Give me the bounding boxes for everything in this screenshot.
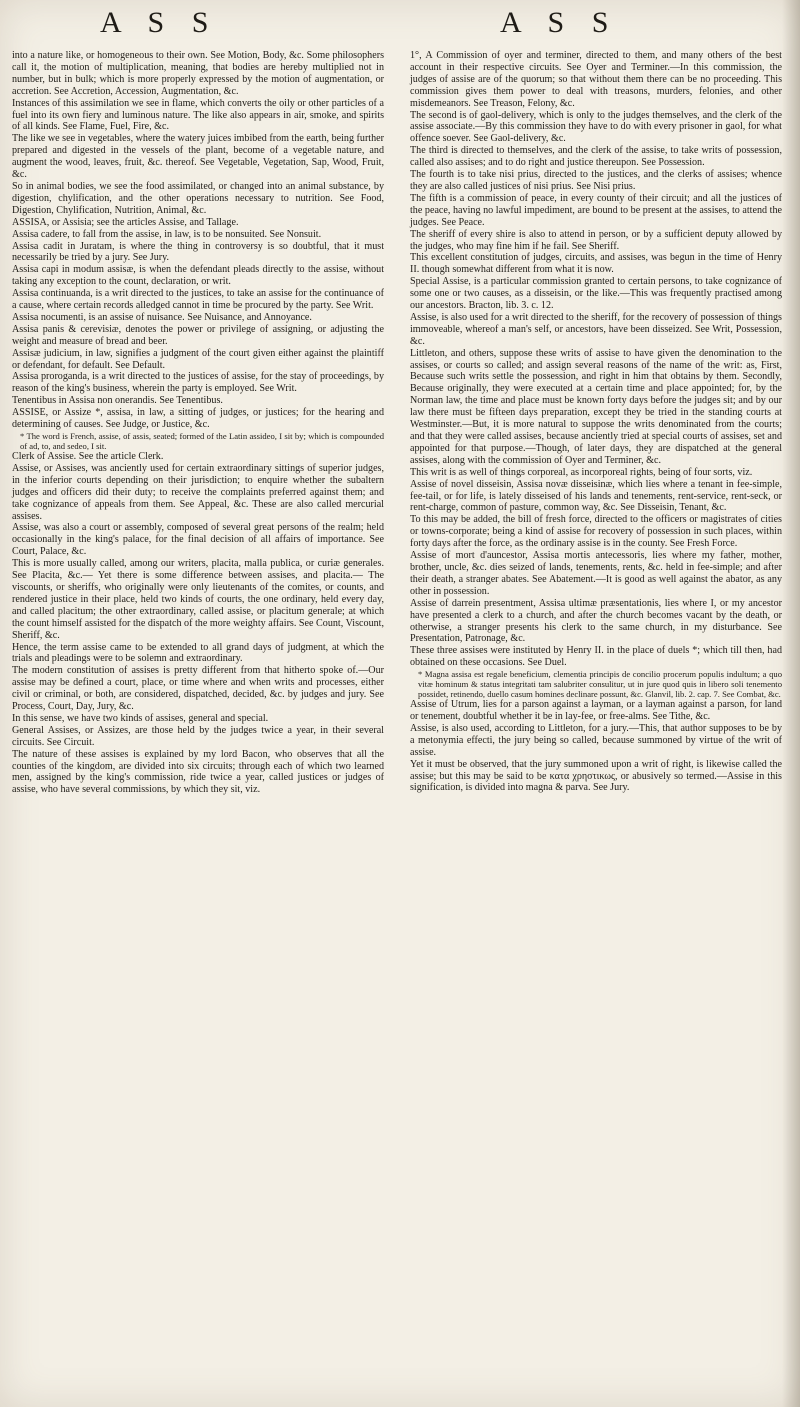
entry-clerk-of-assise: Clerk of Assise. See the article Clerk. — [12, 451, 164, 462]
entry-darrein-presentment: Assise of darrein presentment, Assisa ultimæ præsentationis, lies where I, or my ancestor have presented a clerk to a church, and after the church becomes vacant by the death, or otherwise, a stranger presents his clerk to the same church, in my disturbance. See Presentation, Patronage, &c. — [410, 597, 782, 645]
entry-assise-of-utrum: Assise of Utrum, lies for a parson against a layman, or a layman against a parson, for land or tenement, doubtful whether it be in lay-fee, or free-alms. See Tithe, &c. — [410, 699, 782, 723]
entry-tenentibus: Tenentibus in Assisa non onerandis. See Tenentibus. — [12, 395, 223, 407]
entry-assisae-judicium: Assisæ judicium, in law, signifies a judgment of the court given either against the plaintiff or defendant, for default. See Default. — [12, 347, 384, 371]
entry-novel-disseisin: Assise of novel disseisin, Assisa novæ disseisinæ, which lies where a tenant in fee-simple, fee-tail, or for life, is lately disseised of his lands and tenements, rent-service, rent-seck, or rent-charge, common of pasture, common way, &c. See Disseisin, Tenant, &c. — [410, 478, 782, 514]
entry-assisa: ASSISA, or Assisia; see the articles Assise, and Tallage. — [12, 216, 239, 228]
entry-assisa-proroganda: Assisa proroganda, is a writ directed to the justices of assise, for the stay of proceedings, by reason of the king's business, wherein the party is employed. See Writ. — [12, 371, 384, 395]
entry-assisa-nocumenti: Assisa nocumenti, is an assise of nuisance. See Nuisance, and Annoyance. — [12, 311, 312, 323]
entry-assisa-cadit: Assisa cadit in Juratam, is where the thing in controversy is so doubtful, that it must necessarily be tried by a jury. See Jury. — [12, 240, 384, 264]
entry-assisa-panis: Assisa panis & cerevisiæ, denotes the power or privilege of assigning, or adjusting the weight and measure of bread and beer. — [12, 323, 384, 347]
paragraph: Assise, was also a court or assembly, composed of several great persons of the realm; held occasionally in the king's palace, for the final decision of all affairs of importance. See Court, Palace, &c. — [12, 522, 384, 558]
footnote: * The word is French, assise, of assis, seated; formed of the Latin assideo, I sit by; which is compounded of ad, to, and sedeo, I sit. — [20, 431, 384, 451]
paragraph: Hence, the term assise came to be extended to all grand days of judgment, at which the trials and pleadings were to be solemn and extraordinary. — [12, 641, 384, 665]
paragraph: Yet it must be observed, that the jury summoned upon a writ of right, is likewise called the assise; but this may be said to be κατα χρηστικως, or abusively so termed.—Assise in this signification, is divided into magna & parva. See Jury. — [410, 758, 782, 794]
paragraph: This excellent constitution of judges, circuits, and assises, was begun in the time of Henry II. though somewhat different from what it is now. — [410, 252, 782, 276]
entry-assise-writ: Assise, is also used for a writ directed to the sheriff, for the recovery of possession of things immoveable, whereof a man's self, or ancestors, have been disseized. See Writ, Possession, &c. — [410, 311, 782, 347]
entry-mort-dauncestor: Assise of mort d'auncestor, Assisa mortis antecessoris, lies where my father, mother, brother, uncle, &c. dies seized of lands, tenements, rents, &c. held in fee-simple; and after their death, a stranger abates. See Abatement.—It is good as well against the abator, as any other in possession. — [410, 550, 782, 597]
paragraph: The fourth is to take nisi prius, directed to the justices, and the clerks of assises; whence they are also called justices of nisi prius. See Nisi prius. — [410, 169, 782, 192]
paragraph: This writ is as well of things corporeal, as incorporeal rights, being of four sorts, viz. — [410, 466, 753, 478]
paragraph: Littleton, and others, suppose these writs of assise to have given the denomination to the assises, or courts so called; and assign several reasons of the name of the writ: as, First, Because such writs settle the possession, and right in him that obtains by them. Secondly, Because originally, they were executed at a certain time and place appointed; for, by the Norman law, the time and place must be known forty days before the judges sit; and by our law there must be fifteen days preparation, except they be tried in the standing courts at Westminster.—But, it is more natural to suppose the writs denominated from the courts; and that they were called assises, because anciently tried at special courts of assises, set and appointed for that purpose.—Though, of later days, they are dispatched at the general assises, along with the commission of Oyer and Terminer, &c. — [410, 347, 782, 466]
running-head-right: A S S — [500, 6, 619, 39]
running-head-left: A S S — [100, 6, 219, 39]
paragraph: This is more usually called, among our writers, placita, malla publica, or curiæ generales. See Placita, &c.— Yet there is some difference between assises, and placita.— The viscounts, or sheriffs, who originally were only lieutenants of the comites, or counts, and rendered justice in their place, held two kinds of courts, the one ordinary, held every day, and called placitum; the other extraordinary, called assise, or placitum generale; at which the count himself assisted for the dispatch of the more weighty affairs. See Count, Viscount, Sheriff, &c. — [12, 558, 384, 641]
right-column — [410, 50, 782, 794]
paragraph: So in animal bodies, we see the food assimilated, or changed into an animal substance, by digestion, chylification, and the other operations necessary to nutrition. See Food, Digestion, Chylification, Nutrition, Animal, &c. — [12, 180, 384, 216]
paragraph: The second is of gaol-delivery, which is only to the judges themselves, and the clerk of the assise associate.—By this commission they have to do with every prisoner in gaol, for what offence soever. See Gaol-delivery, &c. — [410, 109, 782, 145]
paragraph: Instances of this assimilation we see in flame, which converts the oily or other particles of a fuel into its own fiery and luminous nature. The like also appears in air, smoke, and spirits of all kinds. See Flame, Fuel, Fire, &c. — [12, 97, 384, 133]
page-edge-shadow — [782, 0, 800, 1407]
paragraph: The like we see in vegetables, where the watery juices imbibed from the earth, being further prepared and digested in the vessels of the plant, become of a vegetable nature, and augment the wood, leaves, fruit, &c. thereof. See Vegetable, Vegetation, Sap, Wood, Fruit, &c. — [12, 133, 384, 181]
entry-assisa-cadere: Assisa cadere, to fall from the assise, in law, is to be nonsuited. See Nonsuit. — [12, 228, 322, 240]
footnote: * Magna assisa est regale beneficium, clementia principis de concilio procerum populis indultum; a quo vitæ hominum & status integritati tam salubriter consulitur, ut in jure quod quis in libero soli tenemento possidet, retinendo, duello casum homines declinare possunt, &c. Glanvil, lib. 2. cap. 7. See Combat, &c. — [418, 669, 782, 700]
left-column — [12, 50, 384, 796]
paragraph: into a nature like, or homogeneous to their own. See Motion, Body, &c. Some philosophers call it, the motion of multiplication, meaning, that bodies are hereby multiplied not in number, but in bulk; which is more properly expressed by the motion of augmentation, or accretion. See Accretion, Accession, Augmentation, &c. — [12, 50, 384, 97]
paragraph: These three assises were instituted by Henry II. in the place of duels *; which till then, had obtained on these occasions. See Duel. — [410, 645, 782, 669]
paragraph: To this may be added, the bill of fresh force, directed to the officers or magistrates of cities or towns-corporate; being a kind of assise for recovery of possession in such places, within forty days after the force, as the ordinary assise is in the county. See Fresh Force. — [410, 514, 782, 550]
paragraph: The modern constitution of assises is pretty different from that hitherto spoke of.—Our assise may be defined a court, place, or time where and when writs and processes, either civil or criminal, or both, are considered, dispatched, decided, &c. by judges and jury. See Process, Court, Day, Jury, &c. — [12, 665, 384, 713]
paragraph: The fifth is a commission of peace, in every county of their circuit; and all the justices of the peace, having no lawful impediment, are bound to be present at the assises, to attend the judges. See Peace. — [410, 192, 782, 228]
paragraph: In this sense, we have two kinds of assises, general and special. — [12, 712, 269, 724]
paragraph: The third is directed to themselves, and the clerk of the assise, to take writs of possession, called also assises; and to do right and justice thereupon. See Possession. — [410, 145, 782, 169]
paragraph: The sheriff of every shire is also to attend in person, or by a sufficient deputy allowed by the judges, who may fine him if he fail. See Sheriff. — [410, 228, 782, 252]
entry-assisa-continuanda: Assisa continuanda, is a writ directed to the justices, to take an assise for the continuance of a cause, where certain records alledged cannot in time be procured by the party. See Writ. — [12, 288, 384, 312]
paragraph: The nature of these assises is explained by my lord Bacon, who observes that all the counties of the kingdom, are divided into six circuits; through each of which two learned men, assigned by the king's commission, ride twice a year, called justices or judges of assise, who have several commissions, by which they sit, viz. — [12, 748, 384, 796]
paragraph: Assise, or Assises, was anciently used for certain extraordinary sittings of superior judges, in the inferior courts depending on their jurisdiction; to enquire whether the subaltern judges and officers did their duty; to receive the complaints preferred against them; and take cognizance of appeals from them. See Appeal, &c. These are also called mercurial assises. — [12, 462, 384, 522]
paragraph: 1°, A Commission of oyer and terminer, directed to them, and many others of the best account in their respective circuits. See Oyer and Terminer.—In this commission, the judges of assise are of the quorum; so that without them there can be no proceeding. This commission gives them power to deal with treasons, murders, felonies, and other misdemeanors. See Treason, Felony, &c. — [410, 50, 782, 109]
entry-general-assises: General Assises, or Assizes, are those held by the judges twice a year, in their several circuits. See Circuit. — [12, 724, 384, 748]
entry-assise: ASSISE, or Assize *, assisa, in law, a sitting of judges, or justices; for the hearing and determining of causes. See Judge, or Justice, &c. — [12, 407, 384, 431]
entry-special-assise: Special Assise, is a particular commission granted to certain persons, to take cognizance of some one or two causes, as a disseisin, or the like.—This was frequently practised among our ancestors. Bracton, lib. 3. c. 12. — [410, 276, 782, 312]
entry-assisa-capi: Assisa capi in modum assisæ, is when the defendant pleads directly to the assise, without taking any exception to the count, declaration, or writ. — [12, 264, 384, 288]
entry-assise-jury: Assise, is also used, according to Littleton, for a jury.—This, that author supposes to be by a metonymia effecti, the jury being so called, because summoned by virtue of the writ of assise. — [410, 722, 782, 758]
